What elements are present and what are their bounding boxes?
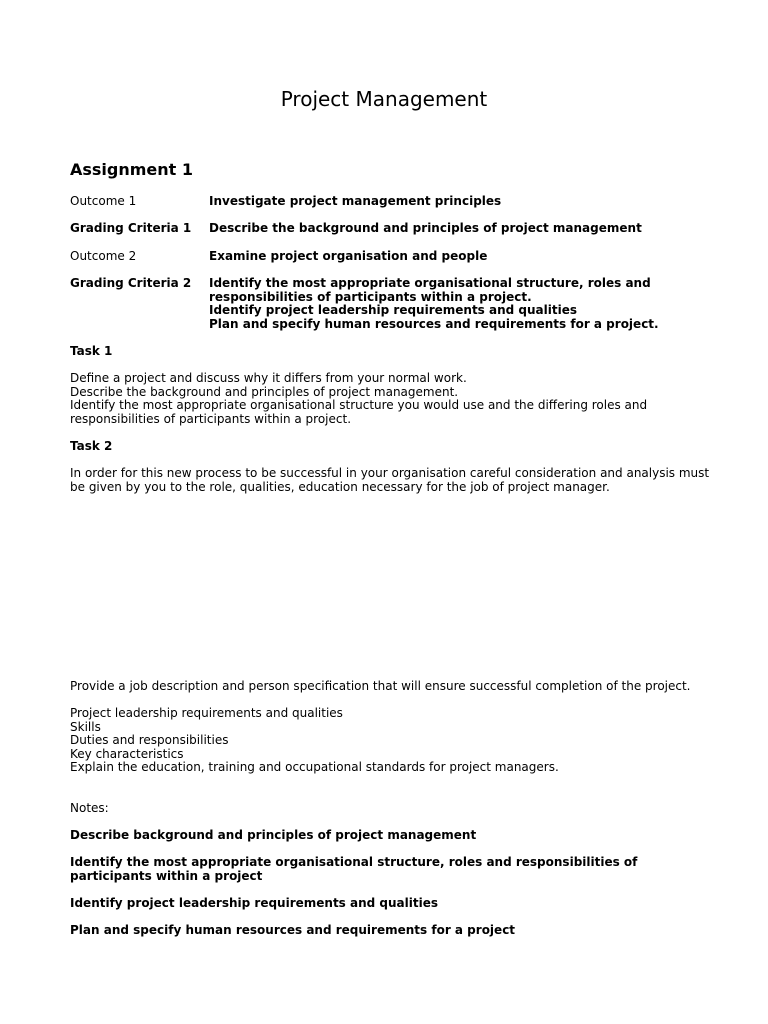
job-description-text: Provide a job description and person specification that will ensure successful completion of the project.: [70, 679, 691, 693]
note-line: Identify the most appropriate organisational structure, roles and responsibilities of: [70, 855, 638, 869]
criteria-label: Grading Criteria 1: [70, 221, 192, 235]
task-2-body: [70, 467, 710, 494]
criteria-value: [209, 250, 709, 264]
task-1-body: [70, 372, 710, 426]
note-line: Describe background and principles of project management: [70, 828, 477, 842]
criteria-line: Describe the background and principles of project management: [209, 221, 642, 235]
list-item: Duties and responsibilities: [70, 733, 229, 747]
criteria-label: Grading Criteria 2: [70, 276, 192, 290]
criteria-label: Outcome 1: [70, 194, 137, 208]
criteria-value: [209, 222, 709, 236]
paragraph-line: Define a project and discuss why it differs from your normal work.: [70, 371, 467, 385]
criteria-line: Identify project leadership requirements and qualities: [209, 303, 577, 317]
notes-label: Notes:: [70, 801, 109, 815]
requirements-list: [70, 707, 710, 775]
note-item: [70, 924, 710, 938]
criteria-label: Outcome 2: [70, 249, 137, 263]
paragraph-line: Identify the most appropriate organisational structure you would use and the differing roles and: [70, 398, 648, 412]
criteria-line: Plan and specify human resources and requirements for a project.: [209, 316, 659, 331]
note-item: [70, 897, 710, 911]
criteria-line: responsibilities of participants within a project.: [209, 289, 532, 304]
criteria-line: Investigate project management principles: [209, 194, 502, 208]
note-item: [70, 856, 710, 883]
criteria-line: Identify the most appropriate organisational structure, roles and: [209, 276, 651, 290]
list-item: Key characteristics: [70, 746, 184, 761]
list-item: Skills: [70, 719, 101, 734]
list-item: Project leadership requirements and qualities: [70, 706, 343, 720]
note-line: Identify project leadership requirements and qualities: [70, 896, 438, 910]
note-item: [70, 829, 710, 843]
paragraph-line: be given by you to the role, qualities, education necessary for the job of project manager.: [70, 479, 610, 494]
paragraph-line: Describe the background and principles of project management.: [70, 384, 459, 399]
criteria-value: [209, 277, 709, 331]
note-line: Plan and specify human resources and requirements for a project: [70, 923, 516, 937]
note-line: participants within a project: [70, 868, 263, 883]
page-title: Project Management: [280, 87, 488, 111]
list-item: Explain the education, training and occupational standards for project managers.: [70, 760, 559, 774]
criteria-line: Examine project organisation and people: [209, 249, 488, 263]
paragraph-line: In order for this new process to be successful in your organisation careful consideration and analysis must: [70, 466, 710, 480]
criteria-value: [209, 195, 709, 209]
assignment-heading: Assignment 1: [70, 160, 194, 179]
task-2-heading: Task 2: [70, 439, 113, 453]
task-1-heading: Task 1: [70, 344, 113, 358]
paragraph-line: responsibilities of participants within a project.: [70, 411, 352, 426]
